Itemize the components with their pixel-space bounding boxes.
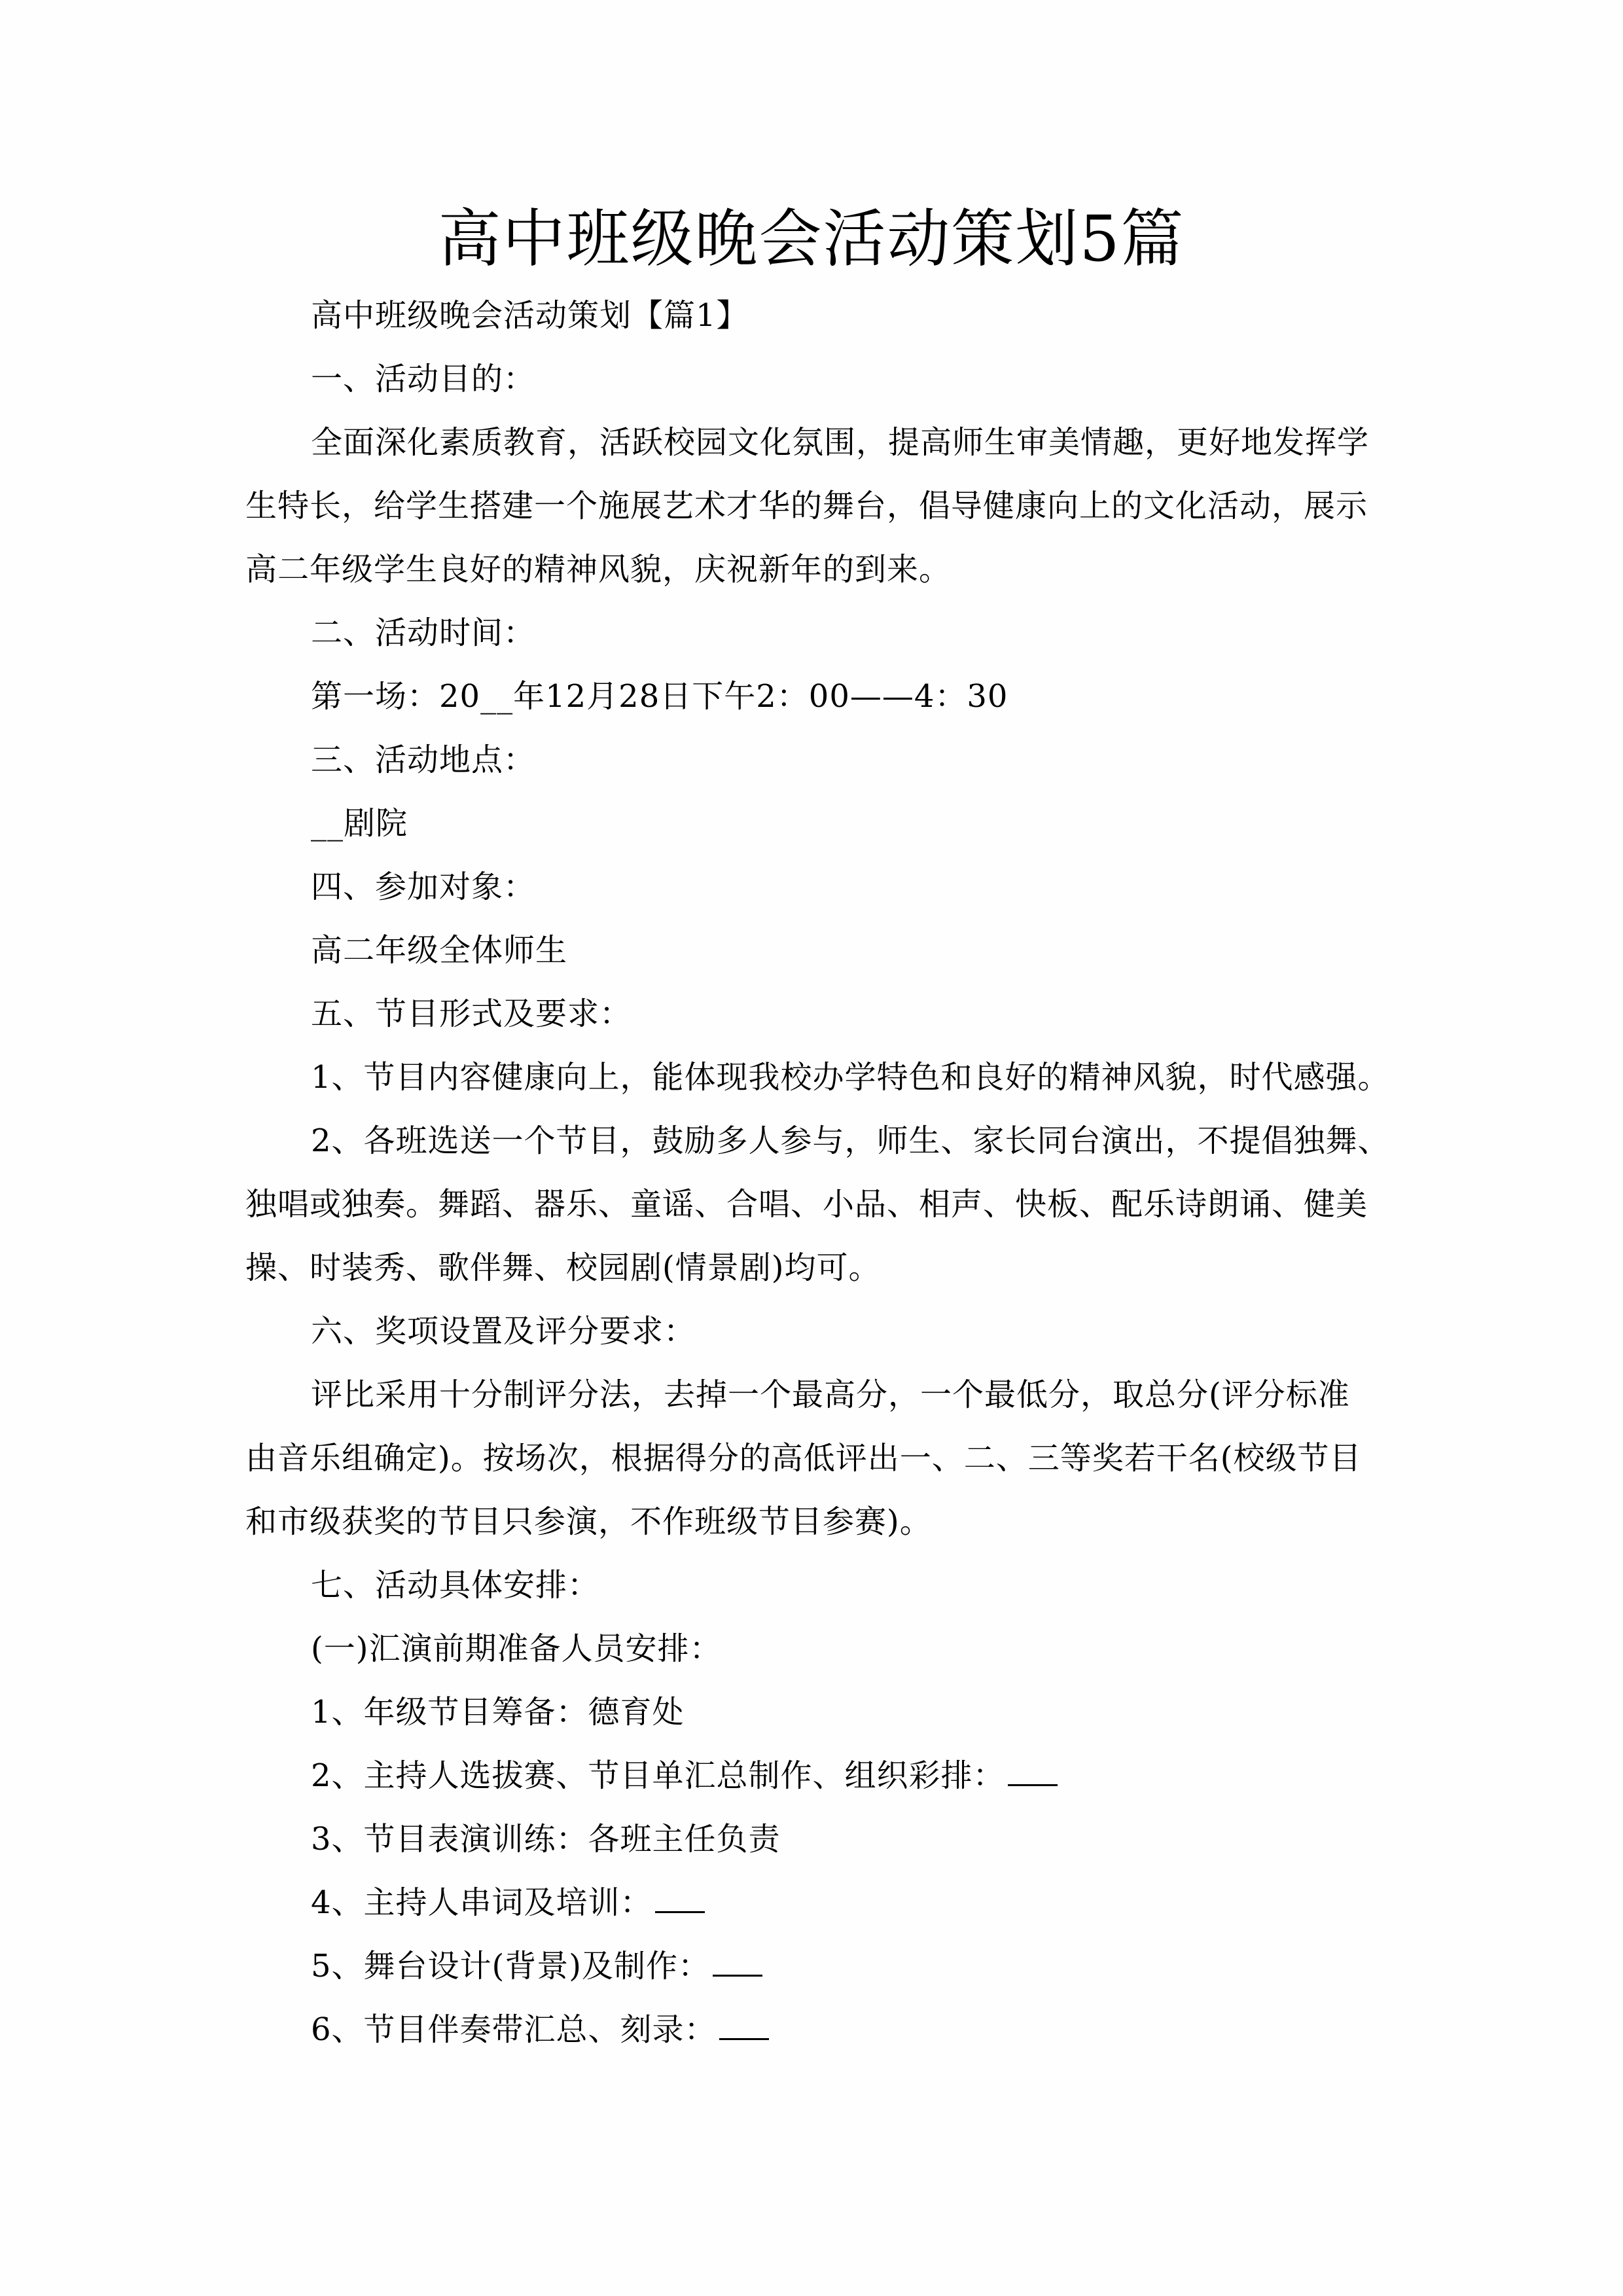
list-item-text: 6、节目伴奏带汇总、刻录： xyxy=(311,2011,717,2048)
location-content: __剧院 xyxy=(311,805,408,842)
time-content: 第一场：20__年12月28日下午2：00——4：30 xyxy=(311,678,1008,715)
list-item-text: 2、主持人选拔赛、节目单汇总制作、组织彩排： xyxy=(311,1757,1005,1794)
heading-time: 二、活动时间： xyxy=(311,615,536,651)
paragraph-line: 和市级获奖的节目只参演，不作班级节目参赛)。 xyxy=(245,1503,932,1540)
list-item xyxy=(311,1756,1404,1795)
paragraph-line: 全面深化素质教育，活跃校园文化氛围，提高师生审美情趣，更好地发挥学 xyxy=(311,424,1370,461)
heading-awards: 六、奖项设置及评分要求： xyxy=(311,1313,696,1350)
blank-underline xyxy=(1008,1758,1058,1786)
heading-participants: 四、参加对象： xyxy=(311,869,536,905)
section-subtitle: 高中班级晚会活动策划【篇1】 xyxy=(311,297,749,334)
heading-program-format: 五、节目形式及要求： xyxy=(311,996,632,1032)
list-item: 2、各班选送一个节目，鼓励多人参与，师生、家长同台演出，不提倡独舞、 xyxy=(311,1122,1390,1159)
paragraph-line: 由音乐组确定)。按场次，根据得分的高低评出一、二、三等奖若干名(校级节目 xyxy=(245,1440,1362,1477)
blank-underline xyxy=(655,1885,705,1913)
blank-underline xyxy=(713,1948,762,1977)
list-item xyxy=(311,2010,1404,2049)
list-item-text: 4、主持人串词及培训： xyxy=(311,1884,652,1921)
list-item xyxy=(311,1883,1404,1922)
paragraph-line: 评比采用十分制评分法，去掉一个最高分，一个最低分，取总分(评分标准 xyxy=(311,1376,1350,1413)
list-item: 1、年级节目筹备：德育处 xyxy=(311,1694,685,1731)
heading-arrangement: 七、活动具体安排： xyxy=(311,1567,600,1604)
heading-location: 三、活动地点： xyxy=(311,742,536,778)
paragraph-line: 独唱或独奏。舞蹈、器乐、童谣、合唱、小品、相声、快板、配乐诗朗诵、健美 xyxy=(245,1186,1368,1223)
subheading-preparation: (一)汇演前期准备人员安排： xyxy=(311,1630,722,1667)
paragraph-line: 生特长，给学生搭建一个施展艺术才华的舞台，倡导健康向上的文化活动，展示 xyxy=(245,488,1368,524)
paragraph-line: 高二年级学生良好的精神风貌，庆祝新年的到来。 xyxy=(245,551,952,588)
document-title: 高中班级晚会活动策划5篇 xyxy=(438,202,1185,276)
paragraph-line: 操、时装秀、歌伴舞、校园剧(情景剧)均可。 xyxy=(245,1249,881,1286)
participants-content: 高二年级全体师生 xyxy=(311,932,568,969)
blank-underline xyxy=(719,2012,769,2040)
list-item xyxy=(311,1946,1404,1986)
list-item: 3、节目表演训练：各班主任负责 xyxy=(311,1821,781,1857)
list-item: 1、节目内容健康向上，能体现我校办学特色和良好的精神风貌，时代感强。 xyxy=(311,1059,1390,1096)
list-item-text: 5、舞台设计(背景)及制作： xyxy=(311,1948,710,1984)
heading-purpose: 一、活动目的： xyxy=(311,361,536,397)
